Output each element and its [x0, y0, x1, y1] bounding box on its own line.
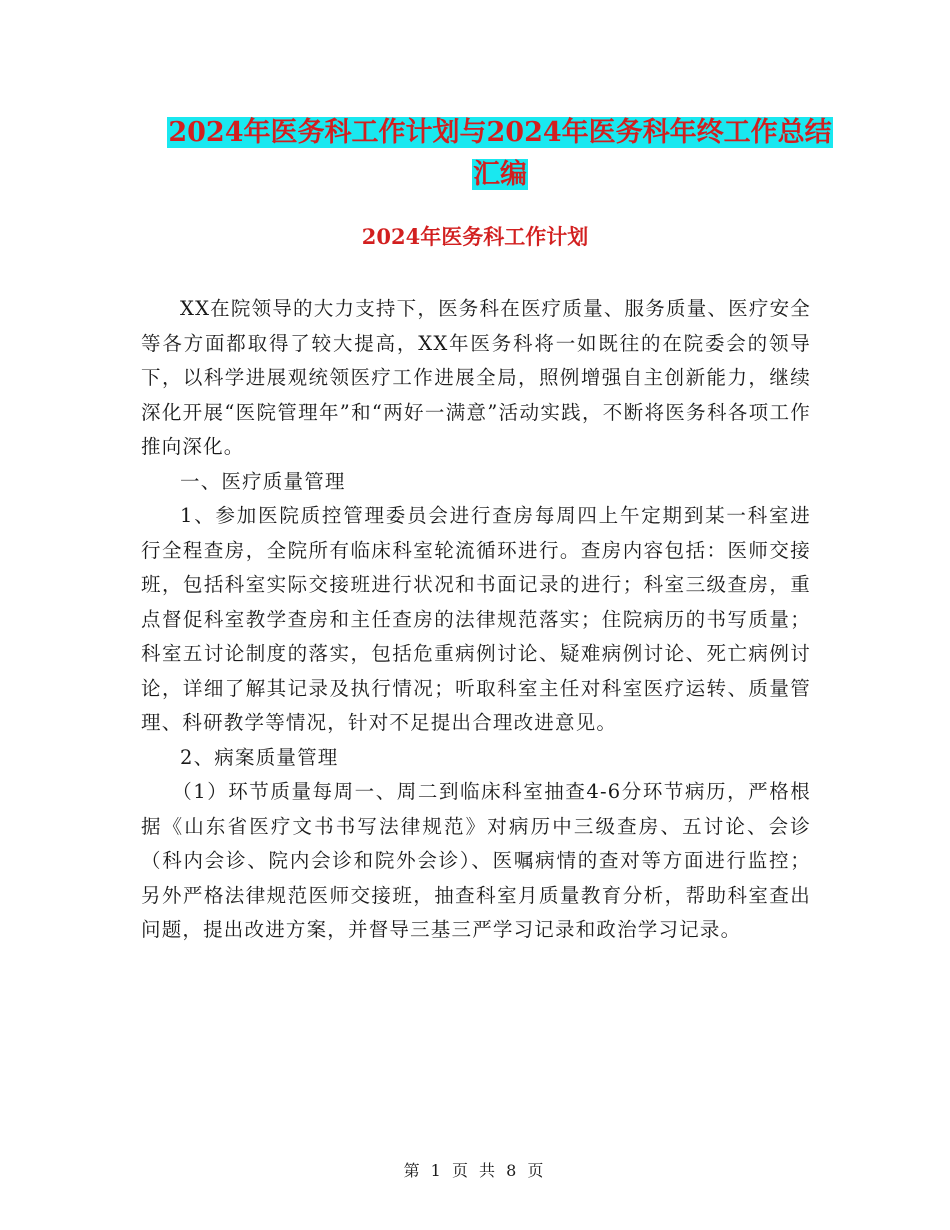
paragraph-intro: XX在院领导的大力支持下，医务科在医疗质量、服务质量、医疗安全等各方面都取得了较大提高，XX年医务科将一如既往的在院委会的领导下，以科学进展观统领医疗工作进展全局，照例增强自主创新能力，继续深化开展“医院管理年”和“两好一满意”活动实践，不断将医务科各项工作推向深化。 [141, 297, 811, 458]
document-title-line2: 汇编 [473, 159, 527, 190]
section-title: 2024年医务科工作计划 [361, 224, 589, 249]
heading-medical-quality: 一、医疗质量管理 [180, 469, 346, 493]
paragraph-process-quality: （1）环节质量每周一、周二到临床科室抽查4-6分环节病历，严格根据《山东省医疗文书书写法律规范》对病历中三级查房、五讨论、会诊（科内会诊、院内会诊和院外会诊）、医嘱病情的查对等方面进行监控；另外严格法律规范医师交接班，抽查科室月质量教育分析，帮助科室查出问题，提出改进方案，并督导三基三严学习记录和政治学习记录。 [141, 780, 811, 941]
document-title [140, 112, 860, 196]
page-footer: 第 1 页 共 8 页 [403, 1161, 547, 1180]
paragraph-ward-rounds: 1、参加医院质控管理委员会进行查房每周四上午定期到某一科室进行全程查房，全院所有临床科室轮流循环进行。查房内容包括：医师交接班，包括科室实际交接班进行状况和书面记录的进行；科室三级查房，重点督促科室教学查房和主任查房的法律规范落实；住院病历的书写质量；科室五讨论制度的落实，包括危重病例讨论、疑难病例讨论、死亡病例讨论，详细了解其记录及执行情况；听取科室主任对科室医疗运转、质量管理、科研教学等情况，针对不足提出合理改进意见。 [141, 504, 811, 734]
document-body [141, 292, 811, 948]
heading-record-quality: 2、病案质量管理 [180, 745, 339, 769]
document-title-line1: 2024年医务科工作计划与2024年医务科年终工作总结 [168, 117, 832, 148]
